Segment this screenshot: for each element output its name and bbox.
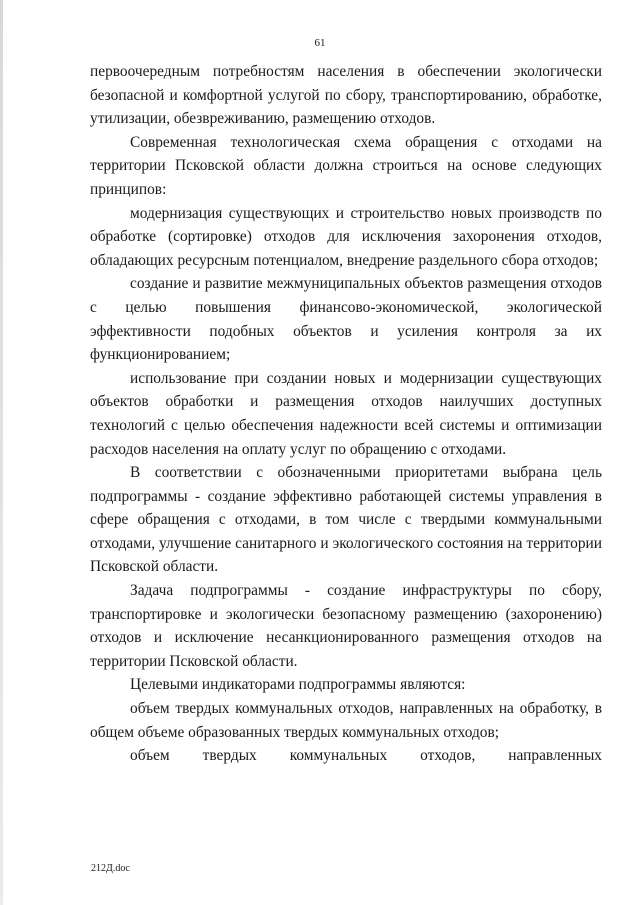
document-body: [90, 60, 602, 768]
paragraph: Задача подпрограммы - создание инфраструктуры по сбору, транспортировке и экологически безопасному размещению (захоронению) отходов и исключение несанкционированного размещения отходов на территории Псковской области.: [90, 582, 602, 670]
paragraph: создание и развитие межмуниципальных объектов размещения отходов с целью повышения финансово-экономической, экологической эффективности подобных объектов и усиления контроля за их функционированием;: [90, 275, 602, 364]
scan-edge: [0, 0, 3, 905]
footer-filename: 212Д.doc: [91, 863, 130, 874]
paragraph: В соответствии с обозначенными приоритетами выбрана цель подпрограммы - создание эффективно работающей системы управления в сфере обращения с отходами, в том числе с твердыми коммунальными отходами, улучшение санитарного и экологического состояния на территории Псковской области.: [90, 464, 602, 576]
paragraph: объем твердых коммунальных отходов, направленных на обработку, в общем объеме образованных твердых коммунальных отходов;: [90, 700, 602, 741]
paragraph: объем твердых коммунальных отходов, направленных: [130, 747, 602, 765]
paragraph: Целевыми индикаторами подпрограммы являются:: [130, 676, 466, 694]
paragraph: использование при создании новых и модернизации существующих объектов обработки и размещения отходов наилучших доступных технологий с целью обеспечения надежности всей системы и оптимизации расходов населения на оплату услуг по обращению с отходами.: [90, 369, 602, 458]
page-number: 61: [314, 37, 326, 49]
paragraph: Современная технологическая схема обращения с отходами на территории Псковской области должна строиться на основе следующих принципов:: [90, 133, 602, 198]
paragraph: модернизация существующих и строительство новых производств по обработке (сортировке) отходов для исключения захоронения отходов, обладающих ресурсным потенциалом, внедрение раздельного сбора отходов;: [90, 204, 602, 269]
paragraph: первоочередным потребностям населения в обеспечении экологически безопасной и комфортной услугой по сбору, транспортированию, обработке, утилизации, обезвреживанию, размещению отходов.: [90, 63, 602, 128]
